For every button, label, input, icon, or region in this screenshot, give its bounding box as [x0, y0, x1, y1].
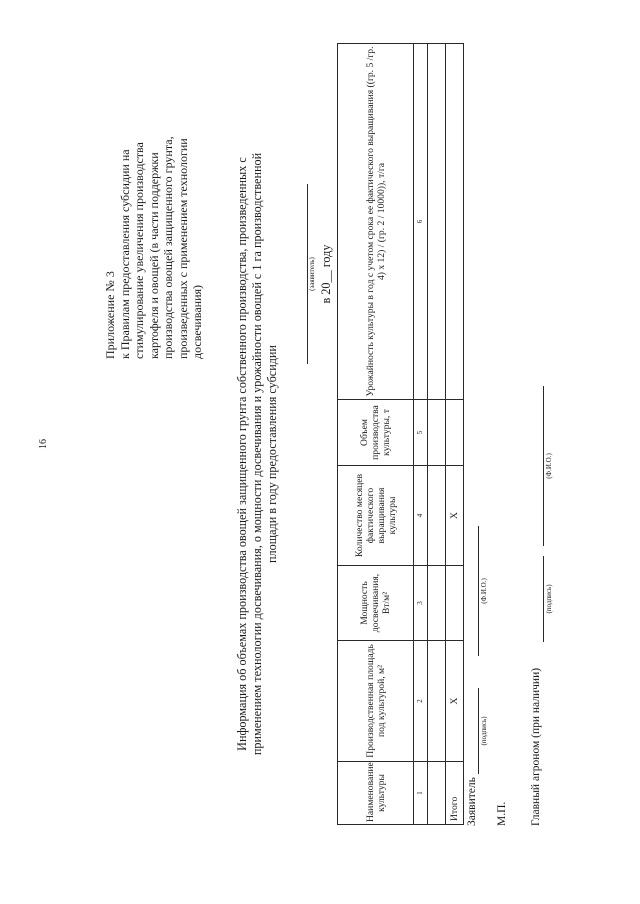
total-label: Итого: [446, 762, 464, 825]
table-total-row: [446, 44, 464, 825]
stamp-label: М.П.: [496, 801, 508, 826]
signature-caption: (подпись): [545, 584, 553, 614]
header-cell: Наименование культуры: [338, 762, 414, 825]
applicant-label: Заявитель: [466, 777, 478, 826]
table-cell: [446, 400, 464, 466]
appendix-line: произведенных с применением технологии: [175, 138, 190, 359]
applicant-name-line: [478, 526, 479, 656]
applicant-caption: (заявитель): [308, 257, 316, 291]
header-cell: Количество месяцев фактического выращивания культуры: [338, 466, 414, 566]
agronomist-signature-line: [543, 556, 544, 642]
appendix-block: [103, 136, 205, 359]
agronomist-name-line: [543, 386, 544, 546]
data-table: [337, 43, 464, 825]
column-number: 6: [414, 44, 428, 400]
table-header-row: [338, 44, 414, 825]
header-cell: Урожайность культуры в год с учетом срока ее фактического выращивания ((гр. 5 /гр. 4) x 12) / (гр. 2 / 10000)), т/га: [338, 44, 414, 400]
name-caption: (Ф.И.О.): [545, 453, 553, 479]
table-cell: [428, 44, 446, 400]
table-row: [428, 44, 446, 825]
applicant-signature-line: [478, 688, 479, 774]
signature-caption: (подпись): [480, 716, 488, 746]
table-cell: [428, 566, 446, 641]
column-number: 4: [414, 466, 428, 566]
table-cell: [446, 44, 464, 400]
appendix-line: досвечивания): [190, 284, 204, 359]
column-number: 5: [414, 400, 428, 466]
appendix-title: Приложение № 3: [103, 271, 117, 359]
table-cell: X: [446, 466, 464, 566]
column-number: 3: [414, 566, 428, 641]
header-cell: Производственная площадь под культурой, м²: [338, 641, 414, 762]
header-cell: Объем производства культуры, т: [338, 400, 414, 466]
header-cell: Мощность досвечивания, Вт/м²: [338, 566, 414, 641]
agronomist-label: Главный агроном (при наличии): [530, 667, 542, 826]
table-cell: [428, 762, 446, 825]
table-cell: X: [446, 641, 464, 762]
column-number: 2: [414, 641, 428, 762]
table-cell: [428, 466, 446, 566]
name-caption: (Ф.И.О.): [480, 578, 488, 604]
document-title: Информация об объемах производства овощей защищенного грунта собственного производства, произведенных с применением технологии досвечивания, о мощности досвечивания и урожайности овощей с 1 га производственной площади в году предоставления субсидии: [235, 152, 279, 756]
table-cell: [428, 641, 446, 762]
table-cell: [428, 400, 446, 466]
appendix-line: стимулирование увеличения производства: [132, 142, 146, 359]
table-cell: [446, 566, 464, 641]
column-number: 1: [414, 762, 428, 825]
page-number: 16: [38, 439, 49, 449]
table-number-row: [414, 44, 428, 825]
appendix-line: производства овощей защищенного грунта,: [161, 136, 175, 359]
appendix-line: к Правилам предоставления субсидии на: [117, 149, 132, 359]
year-line: в 20__ году: [319, 244, 333, 304]
appendix-line: картофеля и овощей (в части поддержки: [146, 152, 161, 359]
